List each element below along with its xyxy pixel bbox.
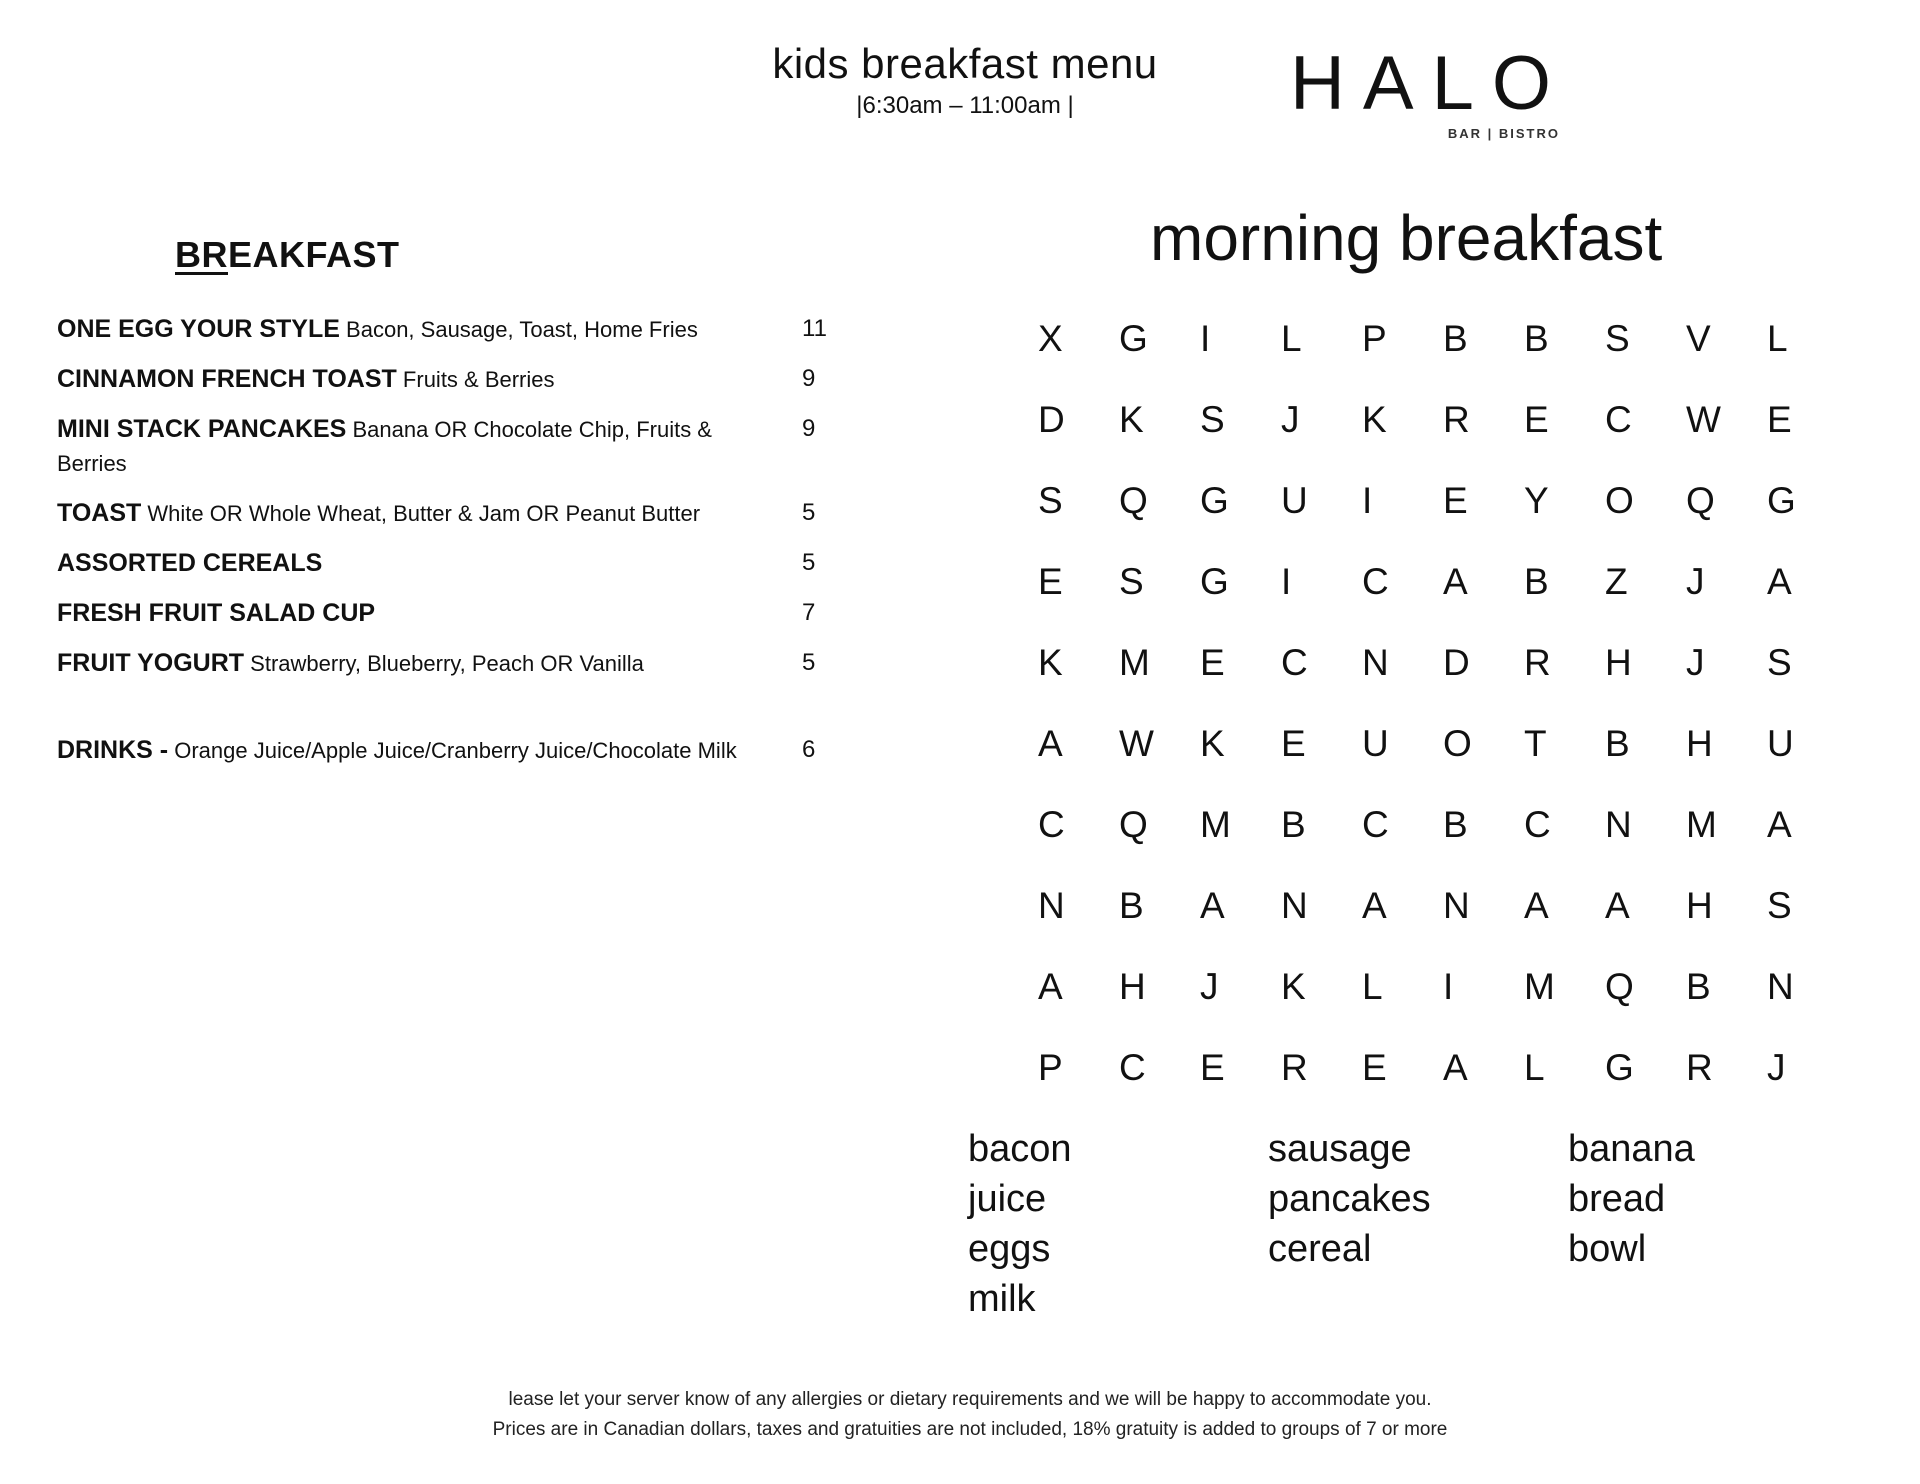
- menu-item-name: ASSORTED CEREALS: [57, 549, 323, 577]
- word-search-letter: P: [1038, 1047, 1063, 1088]
- word-search-letter: D: [1038, 399, 1065, 440]
- word-search-letter: N: [1038, 885, 1065, 926]
- word-search-letter: A: [1767, 561, 1792, 602]
- word-list-item: milk: [968, 1278, 1036, 1320]
- word-list-item: eggs: [968, 1228, 1051, 1270]
- word-search-letter: R: [1524, 642, 1551, 683]
- word-search-letter: L: [1524, 1047, 1545, 1088]
- menu-item-price: 9: [802, 415, 816, 442]
- word-search-letter: I: [1281, 561, 1292, 602]
- word-search-letter: I: [1362, 480, 1373, 521]
- menu-item: [57, 362, 847, 397]
- word-search-letter: G: [1119, 318, 1148, 359]
- word-search-letter: E: [1200, 1047, 1225, 1088]
- word-list-item: bread: [1568, 1178, 1666, 1220]
- menu-item-price: 11: [802, 315, 827, 342]
- word-list-item: bacon: [968, 1128, 1072, 1170]
- word-search-letter: G: [1200, 561, 1229, 602]
- word-search-letter: E: [1200, 642, 1225, 683]
- word-search-letter: S: [1605, 318, 1630, 359]
- breakfast-heading: [175, 234, 400, 276]
- word-search-letter: I: [1200, 318, 1211, 359]
- word-search-letter: W: [1119, 723, 1154, 764]
- word-search-letter: O: [1605, 480, 1634, 521]
- word-search-letter: S: [1200, 399, 1225, 440]
- footer-pricing-note: Prices are in Canadian dollars, taxes and gratuities are not included, 18% gratuity is added to groups of 7 or more: [492, 1419, 1448, 1440]
- word-search-letter: M: [1686, 804, 1717, 845]
- word-search-letter: R: [1443, 399, 1470, 440]
- word-list-item: pancakes: [1268, 1178, 1431, 1220]
- menu-item-description: Strawberry, Blueberry, Peach OR Vanilla: [244, 651, 644, 676]
- word-search-letter: Q: [1686, 480, 1715, 521]
- word-search-letter: K: [1200, 723, 1225, 764]
- word-search-letter: Q: [1119, 804, 1148, 845]
- word-search-grid: [1030, 318, 1840, 1128]
- menu-item-drinks: [57, 733, 847, 768]
- word-search-letter: N: [1362, 642, 1389, 683]
- word-search-letter: R: [1281, 1047, 1308, 1088]
- word-search-letter: C: [1119, 1047, 1146, 1088]
- word-search-letter: C: [1362, 561, 1389, 602]
- word-list-column: [1568, 1124, 1868, 1324]
- word-list-item: juice: [968, 1178, 1047, 1220]
- word-search-letter: W: [1686, 399, 1721, 440]
- word-search-letter: Y: [1524, 480, 1549, 521]
- word-search-letter: L: [1362, 966, 1383, 1007]
- logo-word: HALO: [1290, 41, 1569, 126]
- menu-item-price: 9: [802, 365, 816, 392]
- word-search-letter: Z: [1605, 561, 1628, 602]
- word-search-letter: R: [1686, 1047, 1713, 1088]
- word-search-letter: N: [1281, 885, 1308, 926]
- word-search-letter: S: [1119, 561, 1144, 602]
- word-search-letter: B: [1443, 804, 1468, 845]
- word-search-letter: K: [1362, 399, 1387, 440]
- word-search-letter: Q: [1119, 480, 1148, 521]
- menu-item: [57, 412, 847, 481]
- word-search-letter: O: [1443, 723, 1472, 764]
- word-search-letter: I: [1443, 966, 1454, 1007]
- word-search-letter: A: [1038, 966, 1063, 1007]
- word-search-letter: B: [1524, 561, 1549, 602]
- menu-item-name: FRUIT YOGURT: [57, 649, 245, 677]
- word-search-letter: D: [1443, 642, 1470, 683]
- word-search-letter: H: [1686, 885, 1713, 926]
- word-search-letter: V: [1686, 318, 1711, 359]
- menu-item-name: DRINKS -: [57, 736, 169, 764]
- word-search-letter: A: [1767, 804, 1792, 845]
- menu-item-price: 5: [802, 649, 816, 676]
- menu-item-description: Bacon, Sausage, Toast, Home Fries: [339, 317, 698, 342]
- menu-item-price: 6: [802, 736, 816, 763]
- word-search-letter: K: [1038, 642, 1063, 683]
- menu-item-name: FRESH FRUIT SALAD CUP: [57, 599, 376, 627]
- menu-item-description: White OR Whole Wheat, Butter & Jam OR Peanut Butter: [141, 501, 701, 526]
- menu-item: [57, 496, 847, 531]
- word-search-letter: J: [1686, 642, 1705, 683]
- word-list-item: sausage: [1268, 1128, 1412, 1170]
- word-search-letter: J: [1281, 399, 1300, 440]
- word-search-letter: B: [1686, 966, 1711, 1007]
- word-search-letter: U: [1767, 723, 1794, 764]
- word-search-letter: U: [1281, 480, 1308, 521]
- word-search-letter: A: [1362, 885, 1387, 926]
- breakfast-heading-rest: EAKFAST: [228, 234, 400, 275]
- word-search-letter: N: [1443, 885, 1470, 926]
- word-search-letter: E: [1524, 399, 1549, 440]
- word-search-letter: M: [1524, 966, 1555, 1007]
- menu-item-name: CINNAMON FRENCH TOAST: [57, 365, 397, 393]
- menu-title: kids breakfast menu: [772, 40, 1158, 87]
- word-search-letter: J: [1200, 966, 1219, 1007]
- word-search-letter: S: [1767, 885, 1792, 926]
- word-list-item: banana: [1568, 1128, 1695, 1170]
- word-search-letter: H: [1605, 642, 1632, 683]
- word-list-column: [1268, 1124, 1568, 1324]
- word-search-letter: A: [1038, 723, 1063, 764]
- menu-item-description: Fruits & Berries: [396, 367, 555, 392]
- logo-subtitle: BAR | BISTRO: [1447, 126, 1560, 141]
- word-search-letter: E: [1362, 1047, 1387, 1088]
- word-search-letter: M: [1200, 804, 1231, 845]
- word-search-letter: G: [1767, 480, 1796, 521]
- word-search-title: morning breakfast: [1150, 202, 1663, 274]
- word-list-item: bowl: [1568, 1228, 1647, 1270]
- word-search-letter: C: [1038, 804, 1065, 845]
- word-search-letter: B: [1605, 723, 1630, 764]
- word-search-letter: P: [1362, 318, 1387, 359]
- menu-item-price: 7: [802, 599, 816, 626]
- word-list-item: cereal: [1268, 1228, 1372, 1270]
- menu-item-name: TOAST: [57, 499, 142, 527]
- word-search-letter: A: [1200, 885, 1225, 926]
- word-search-letter: H: [1119, 966, 1146, 1007]
- word-search-letter: A: [1524, 885, 1549, 926]
- word-search-letter: B: [1524, 318, 1549, 359]
- word-search-letter: J: [1767, 1047, 1786, 1088]
- menu-item: [57, 312, 847, 347]
- menu-item: [57, 546, 847, 581]
- word-search-word-list: [968, 1124, 1868, 1324]
- word-search-letter: C: [1524, 804, 1551, 845]
- word-search-letter: B: [1281, 804, 1306, 845]
- word-search-letter: E: [1443, 480, 1468, 521]
- breakfast-heading-underlined: BR: [175, 234, 228, 275]
- word-search-letter: J: [1686, 561, 1705, 602]
- word-search-letter: N: [1767, 966, 1794, 1007]
- word-search-letter: L: [1767, 318, 1788, 359]
- menu-item-price: 5: [802, 499, 816, 526]
- word-search-letter: E: [1038, 561, 1063, 602]
- word-search-letter: L: [1281, 318, 1302, 359]
- menu-hours: |6:30am – 11:00am |: [856, 92, 1074, 119]
- word-search-letter: C: [1605, 399, 1632, 440]
- footer-note: [300, 1385, 1640, 1445]
- word-search-letter: B: [1443, 318, 1468, 359]
- menu-item-description: Banana OR Chocolate Chip, Fruits & Berries: [57, 417, 712, 476]
- halo-logo: [1290, 41, 1570, 146]
- word-search-letter: G: [1605, 1047, 1634, 1088]
- word-search-letter: S: [1038, 480, 1063, 521]
- word-search-letter: N: [1605, 804, 1632, 845]
- word-search-letter: X: [1038, 318, 1063, 359]
- word-search-letter: A: [1443, 561, 1468, 602]
- word-search-letter: Q: [1605, 966, 1634, 1007]
- word-search-letter: C: [1362, 804, 1389, 845]
- word-search-letter: A: [1443, 1047, 1468, 1088]
- menu-item-name: MINI STACK PANCAKES: [57, 415, 347, 443]
- word-search-letter: B: [1119, 885, 1144, 926]
- word-search-letter: T: [1524, 723, 1547, 764]
- word-search-letter: E: [1281, 723, 1306, 764]
- word-search-letter: A: [1605, 885, 1630, 926]
- menu-item-description: Orange Juice/Apple Juice/Cranberry Juice/Chocolate Milk: [168, 738, 737, 763]
- word-search-letter: E: [1767, 399, 1792, 440]
- word-search-letter: C: [1281, 642, 1308, 683]
- footer-allergy-note: lease let your server know of any allergies or dietary requirements and we will be happy to accommodate you.: [508, 1389, 1432, 1410]
- word-search-letter: H: [1686, 723, 1713, 764]
- menu-list: [57, 312, 847, 783]
- word-search-letter: M: [1119, 642, 1150, 683]
- word-list-column: [968, 1124, 1268, 1324]
- word-search-letter: S: [1767, 642, 1792, 683]
- word-search-letter: G: [1200, 480, 1229, 521]
- word-search-letter: K: [1281, 966, 1306, 1007]
- menu-item: [57, 646, 847, 681]
- menu-item-price: 5: [802, 549, 816, 576]
- word-search-letter: K: [1119, 399, 1144, 440]
- menu-item-name: ONE EGG YOUR STYLE: [57, 315, 340, 343]
- word-search-letter: U: [1362, 723, 1389, 764]
- menu-item: [57, 596, 847, 631]
